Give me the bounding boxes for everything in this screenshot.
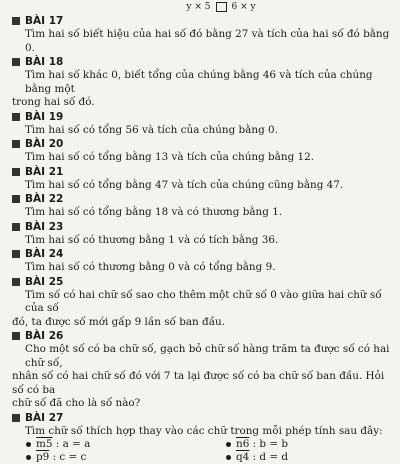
problem-title-text: BÀI 24 (25, 248, 64, 260)
bullet-icon (226, 442, 231, 447)
problem-text-line: trong hai số đó. (12, 96, 95, 108)
option-rest: : d = d (249, 451, 288, 463)
problem-title-text: BÀI 19 (25, 110, 64, 123)
problem-text-line: nhân số có hai chữ số đó với 7 ta lại được số có ba chữ số ban đầu. Hỏi số có ba (12, 370, 385, 396)
square-bullet-icon (12, 414, 20, 422)
option-rest: : a = a (52, 438, 91, 450)
problem-text-line: đó, ta được số mới gấp 9 lần số ban đầu. (12, 315, 226, 328)
problem-block (12, 110, 390, 138)
option-item (26, 438, 226, 451)
problem-block (12, 411, 390, 439)
problem-title-text: BÀI 21 (25, 165, 64, 178)
problem-block (12, 165, 390, 193)
square-bullet-icon (12, 113, 20, 121)
problem-title (12, 275, 390, 289)
problem-title-text: BÀI 25 (25, 275, 64, 288)
problem-title-text: BÀI 26 (25, 330, 64, 342)
problem-title (12, 329, 390, 343)
option-bar-text: m5 (36, 438, 53, 450)
bullet-icon (226, 455, 231, 460)
problem-text-line: Tìm hai số khác 0, biết tổng của chúng bằng 46 và tích của chúng bằng một (25, 69, 373, 95)
problem-block (12, 14, 390, 55)
problem-block (12, 329, 390, 411)
option-item (26, 451, 226, 464)
square-bullet-icon (12, 168, 20, 176)
problem-text-line: Cho một số có ba chữ số, gạch bỏ chữ số hàng trăm ta được số có hai chữ số, (25, 343, 390, 369)
problem-text-line: Tìm hai số có tổng bằng 18 và có thương bằng 1. (25, 206, 283, 218)
square-bullet-icon (12, 223, 20, 231)
problem-title (12, 14, 390, 28)
option-item (226, 438, 376, 451)
square-bullet-icon (12, 278, 20, 286)
square-bullet-icon (12, 140, 20, 148)
problem-title-text: BÀI 17 (25, 15, 64, 27)
problem-title-text: BÀI 27 (25, 411, 64, 424)
problem-text-line: chữ số đã cho là số nào? (12, 397, 141, 409)
problem-title-text: BÀI 23 (25, 220, 64, 233)
problem-title (12, 137, 390, 151)
problem-text-line: Tìm số có hai chữ số sao cho thêm một chữ số 0 vào giữa hai chữ số của số (25, 288, 382, 314)
option-bar-text: q4 (236, 451, 250, 463)
problem-text-line: Tìm hai số có tổng 56 và tích của chúng bằng 0. (25, 123, 278, 136)
bullet-icon (26, 442, 31, 447)
header-left: y × 5 (186, 2, 211, 12)
header-right: 6 × y (231, 2, 256, 12)
problem-text-line: Tìm hai số biết hiệu của hai số đó bằng 27 và tích của hai số đó bằng 0. (25, 28, 390, 54)
problem-title-text: BÀI 20 (25, 138, 64, 150)
problem-title (12, 110, 390, 124)
problem-title (12, 411, 390, 425)
square-bullet-icon (12, 58, 20, 66)
square-bullet-icon (12, 195, 20, 203)
problem-text-line: Tìm hai số có thương bằng 1 và có tích bằng 36. (25, 233, 279, 246)
problem-block (12, 55, 390, 110)
square-bullet-icon (12, 332, 20, 340)
problem-title (12, 247, 390, 261)
problem-block (12, 220, 390, 248)
problem-block (12, 192, 390, 220)
problem-text-line: Tìm hai số có tổng bằng 13 và tích của chúng bằng 12. (25, 151, 315, 163)
problem-list (12, 14, 390, 438)
problem-block (12, 275, 390, 330)
bullet-icon (26, 455, 31, 460)
problem-text-line: Tìm chữ số thích hợp thay vào các chữ trong mỗi phép tính sau đây: (25, 424, 383, 437)
option-rest: : b = b (249, 438, 289, 450)
comparison-box (216, 2, 227, 12)
square-bullet-icon (12, 250, 20, 258)
header-expression (52, 0, 390, 14)
option-bar-text: p9 (36, 451, 50, 463)
problem-title-text: BÀI 18 (25, 56, 64, 68)
problem-text-line: Tìm hai số có thương bằng 0 và có tổng bằng 9. (25, 261, 276, 273)
option-rest: : c = c (49, 451, 87, 463)
problem-title-text: BÀI 22 (25, 193, 64, 205)
option-item (226, 451, 376, 464)
problem-title (12, 220, 390, 234)
problem-block (12, 137, 390, 165)
exercise-options (12, 438, 390, 464)
problem-title (12, 165, 390, 179)
option-bar-text: n6 (236, 438, 250, 450)
problem-title (12, 192, 390, 206)
problem-text-line: Tìm hai số có tổng bằng 47 và tích của chúng cũng bằng 47. (25, 178, 344, 191)
problem-block (12, 247, 390, 275)
problem-title (12, 55, 390, 69)
square-bullet-icon (12, 17, 20, 25)
